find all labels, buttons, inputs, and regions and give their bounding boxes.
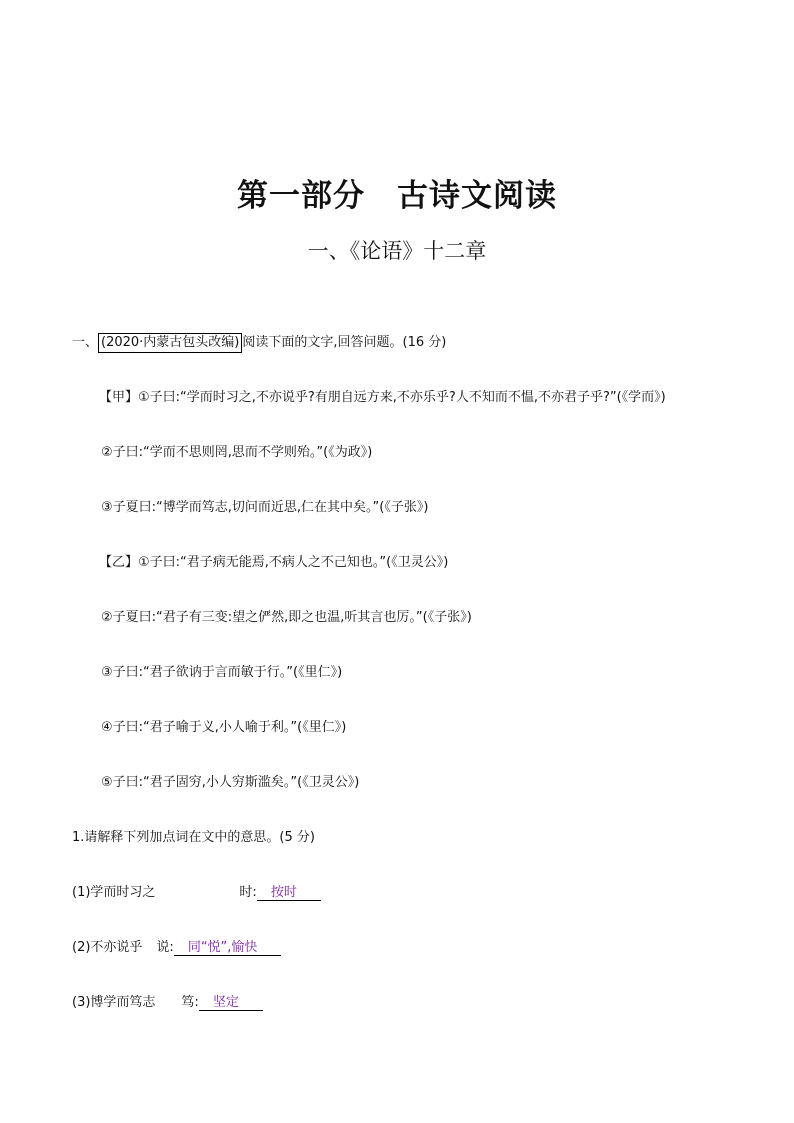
answer-blank: 同“悦”,愉快: [174, 936, 282, 956]
chapter-subtitle: 一、《论语》十二章: [307, 239, 487, 263]
item-word: 说:: [156, 940, 174, 955]
item-phrase: (1)学而时习之: [72, 885, 156, 900]
item-phrase: (3)博学而笃志: [72, 995, 156, 1010]
answer-blank: 坚定: [199, 991, 263, 1011]
section-instruction: 阅读下面的文字,回答问题。(16 分): [242, 335, 447, 350]
source-box: (2020·内蒙古包头改编): [98, 333, 242, 353]
question-1-item-3: [72, 991, 263, 1011]
passage-yi-3: ③子曰:“君子欲讷于言而敏于行。”(《里仁》): [101, 665, 343, 680]
passage-yi-2: ②子夏曰:“君子有三变:望之俨然,即之也温,听其言也厉。”(《子张》): [101, 610, 472, 625]
passage-jia-3: ③子夏曰:“博学而笃志,切问而近思,仁在其中矣。”(《子张》): [101, 500, 429, 515]
item-word: 笃:: [181, 995, 199, 1010]
passage-yi-4: ④子曰:“君子喻于义,小人喻于利。”(《里仁》): [101, 720, 347, 735]
section-header: [72, 331, 446, 353]
item-phrase: (2)不亦说乎: [72, 940, 143, 955]
question-1-item-2: [72, 936, 281, 956]
item-word: 时:: [239, 885, 257, 900]
passage-yi-5: ⑤子曰:“君子固穷,小人穷斯滥矣。”(《卫灵公》): [101, 775, 360, 790]
answer-blank: 按时: [257, 881, 321, 901]
passage-jia-2: ②子曰:“学而不思则罔,思而不学则殆。”(《为政》): [101, 445, 373, 460]
passage-yi-1: 【乙】①子曰:“君子病无能焉,不病人之不己知也。”(《卫灵公》): [99, 555, 449, 570]
question-1-prompt: 1.请解释下列加点词在文中的意思。(5 分): [72, 830, 315, 845]
question-1-item-1: [72, 881, 321, 901]
passage-jia-1: 【甲】①子曰:“学而时习之,不亦说乎?有朋自远方来,不亦乐乎?人不知而不愠,不亦君子乎?”(《学而》): [99, 390, 666, 405]
page-title: 第一部分 古诗文阅读: [237, 178, 557, 214]
section-number: 一、: [72, 335, 99, 350]
